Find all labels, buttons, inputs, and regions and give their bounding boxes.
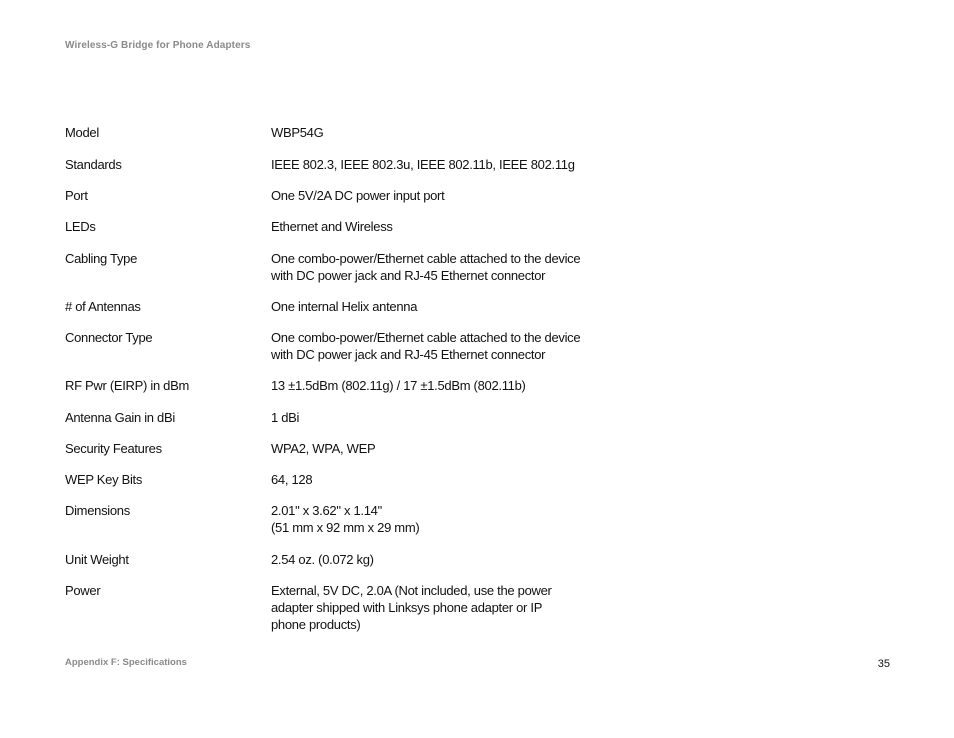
spec-value: WBP54G [271, 125, 324, 140]
spec-label: LEDs [65, 219, 96, 234]
footer-section-label: Appendix F: Specifications [65, 657, 187, 668]
spec-label: Dimensions [65, 503, 130, 518]
page-number: 35 [877, 658, 890, 670]
spec-value: One combo-power/Ethernet cable attached to the device with DC power jack and RJ-45 Ethernet connector [271, 330, 581, 362]
spec-label: Standards [65, 157, 122, 172]
spec-value: 1 dBi [271, 410, 300, 425]
spec-label: Port [65, 188, 88, 203]
spec-value: One internal Helix antenna [271, 299, 418, 314]
spec-label: # of Antennas [65, 299, 141, 314]
spec-label: WEP Key Bits [65, 472, 143, 487]
spec-row-dimensions [65, 502, 625, 551]
spec-value: IEEE 802.3, IEEE 802.3u, IEEE 802.11b, IEEE 802.11g [271, 157, 575, 172]
spec-row-wep-key-bits [65, 471, 625, 502]
spec-row-leds [65, 218, 625, 250]
spec-label: RF Pwr (EIRP) in dBm [65, 378, 190, 393]
spec-value: 2.54 oz. (0.072 kg) [271, 552, 374, 567]
specifications-table [65, 124, 625, 634]
spec-row-model [65, 124, 625, 156]
spec-value: 2.01" x 3.62" x 1.14" (51 mm x 92 mm x 29 mm) [271, 503, 420, 535]
spec-label: Power [65, 583, 101, 598]
spec-row-rf-power [65, 377, 625, 409]
spec-value: External, 5V DC, 2.0A (Not included, use the power adapter shipped with Linksys phone adapter or IP phone products) [271, 583, 552, 632]
spec-row-power [65, 582, 625, 634]
spec-label: Unit Weight [65, 552, 129, 567]
spec-label: Connector Type [65, 330, 153, 345]
spec-value: WPA2, WPA, WEP [271, 441, 376, 456]
spec-row-cabling-type [65, 250, 625, 298]
spec-row-security-features [65, 440, 625, 471]
spec-row-antenna-gain [65, 409, 625, 440]
spec-value: 13 ±1.5dBm (802.11g) / 17 ±1.5dBm (802.11b) [271, 378, 526, 393]
document-header-title: Wireless-G Bridge for Phone Adapters [65, 40, 251, 51]
spec-value: One combo-power/Ethernet cable attached to the device with DC power jack and RJ-45 Ethernet connector [271, 251, 581, 283]
spec-label: Model [65, 125, 99, 140]
spec-label: Cabling Type [65, 251, 138, 266]
spec-value: 64, 128 [271, 472, 313, 487]
spec-value: Ethernet and Wireless [271, 219, 393, 234]
spec-label: Security Features [65, 441, 162, 456]
spec-value: One 5V/2A DC power input port [271, 188, 445, 203]
spec-row-port [65, 187, 625, 218]
spec-label: Antenna Gain in dBi [65, 410, 175, 425]
spec-row-antennas [65, 298, 625, 329]
spec-row-connector-type [65, 329, 625, 377]
spec-row-standards [65, 156, 625, 187]
spec-row-unit-weight [65, 551, 625, 582]
